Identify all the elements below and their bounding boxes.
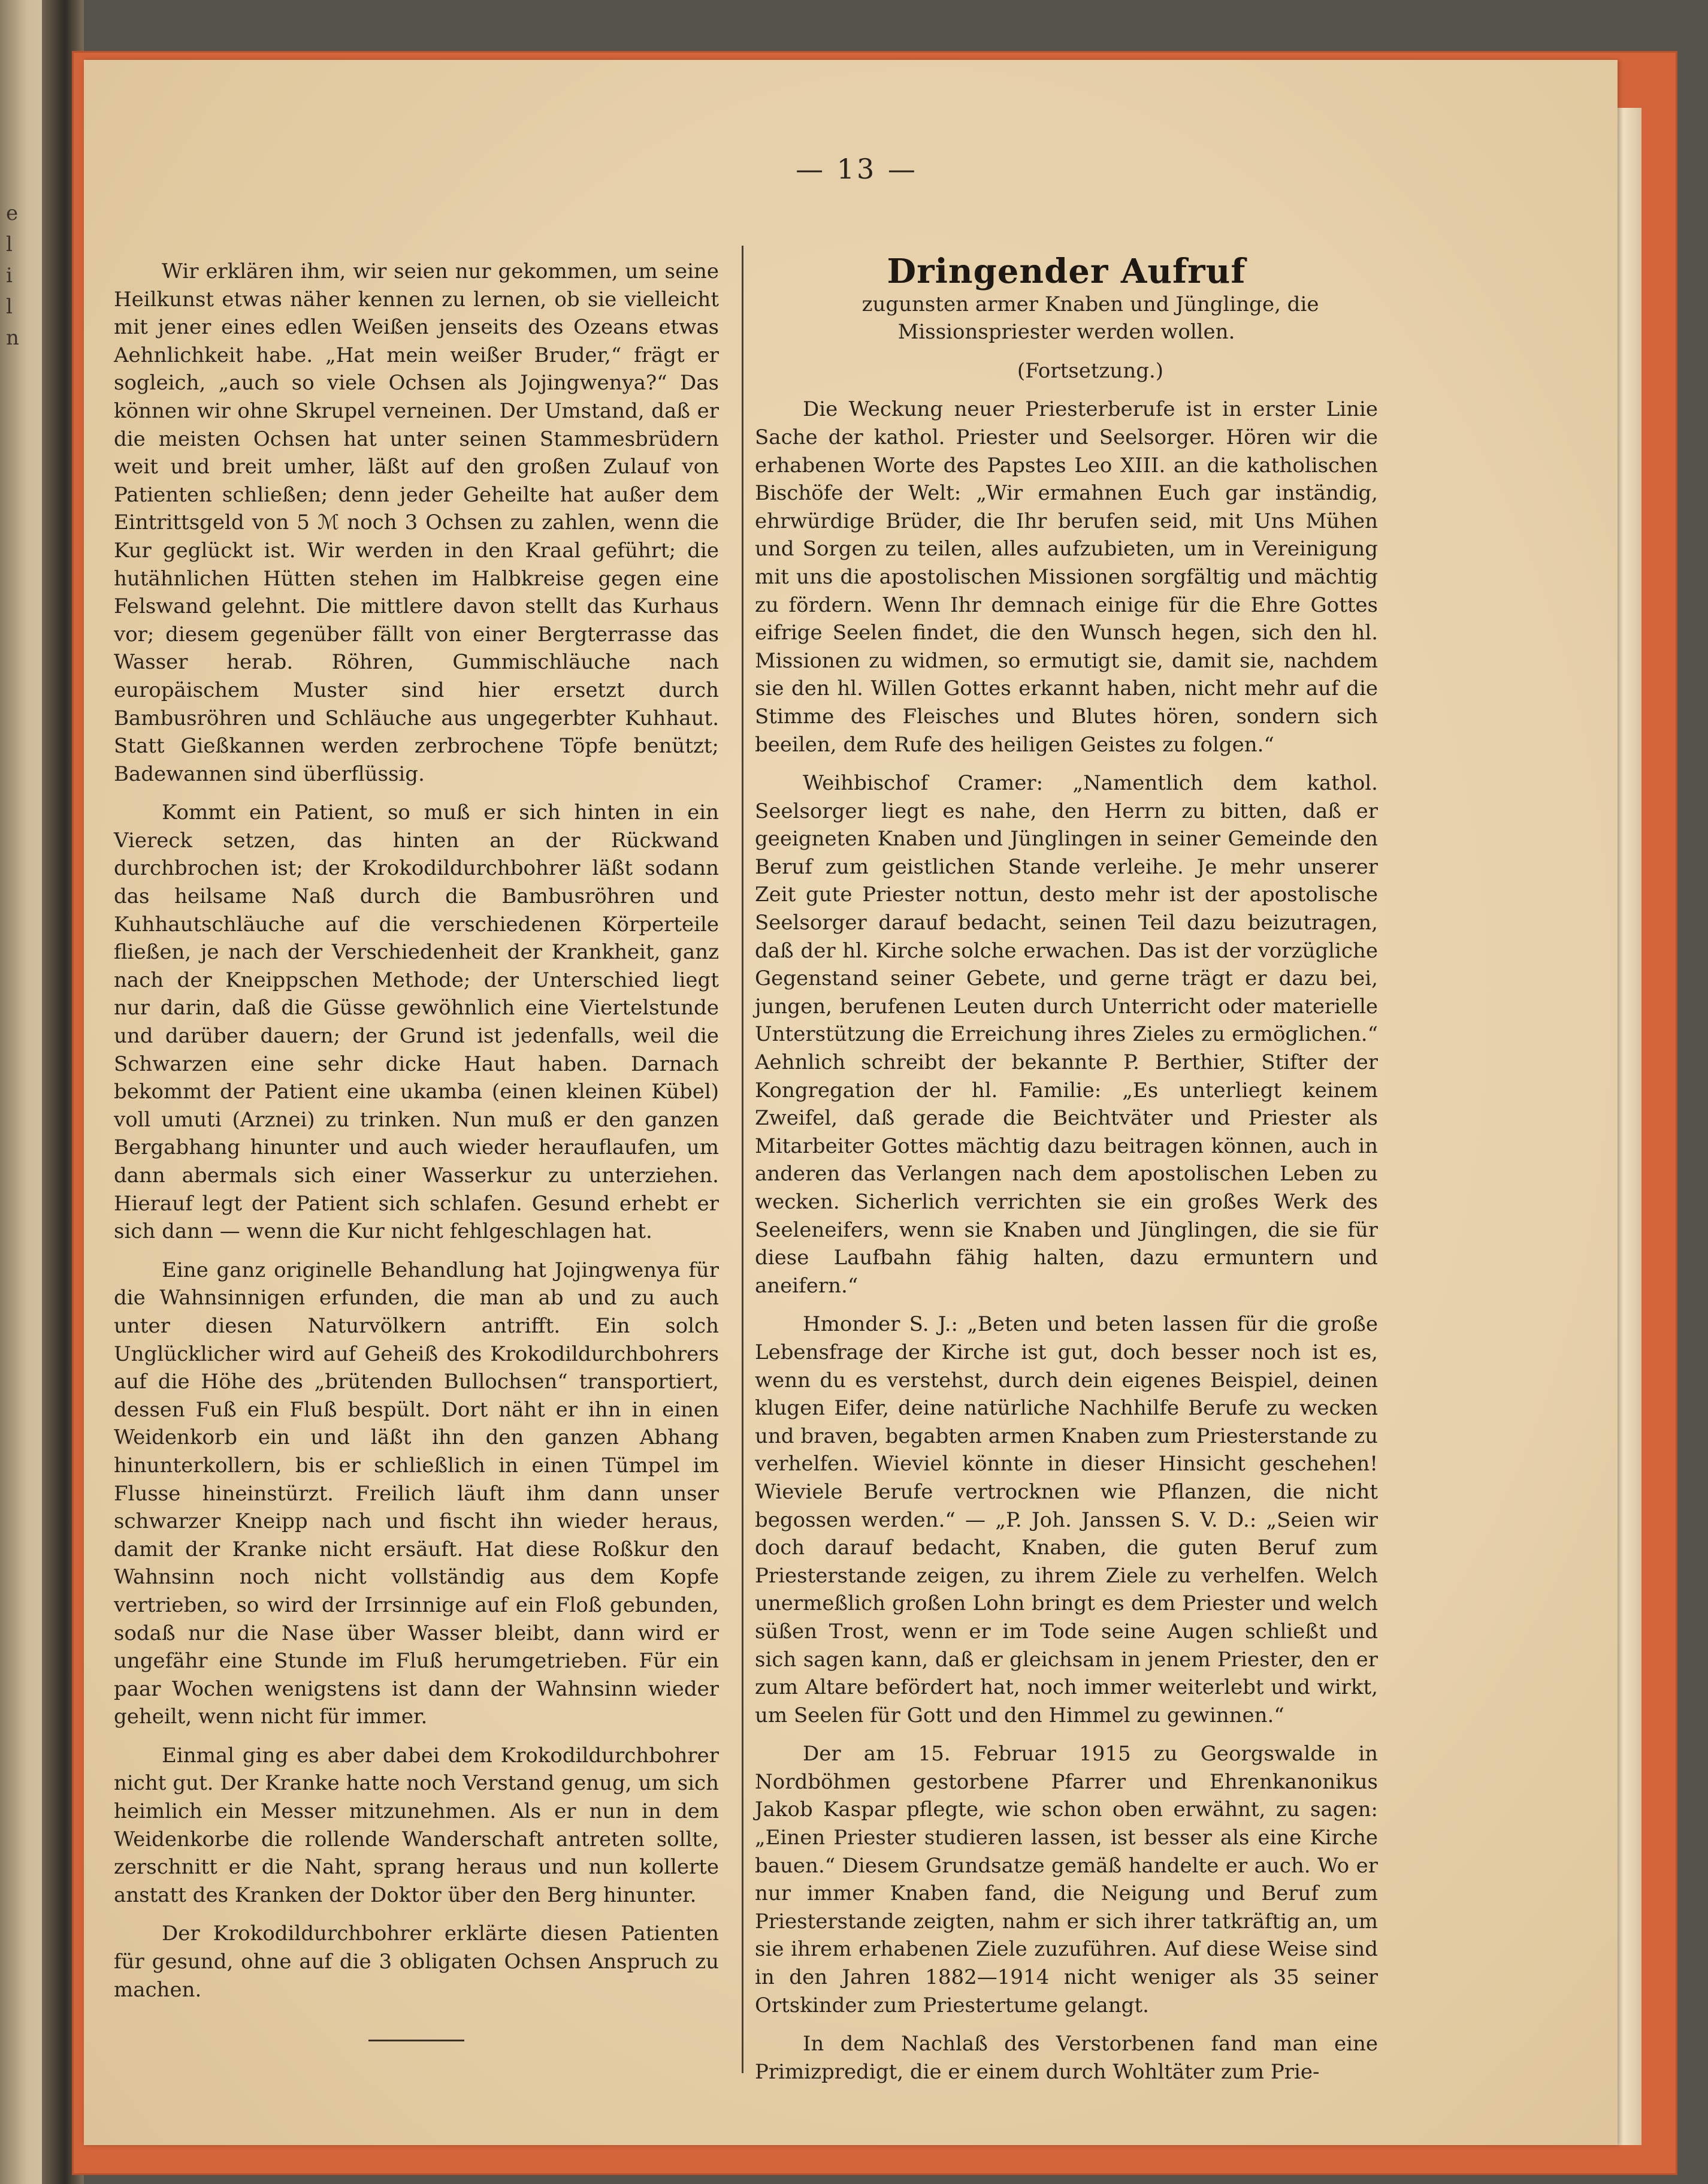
page-number: — 13 —	[796, 153, 918, 185]
continuation-note: (Fortsetzung.)	[1017, 358, 1164, 383]
paragraph: Weihbischof Cramer: „Namentlich dem kathol. Seelsorger liegt es nahe, den Herrn zu bitten, daß er geeigneten Knaben und Jünglingen in seiner Gemeinde den Beruf zum geistlichen Stande verleihe. Je mehr unserer Zeit gute Priester nottun, desto mehr ist der apostolische Seelsorger darauf bedacht, seinen Teil dazu beizutragen, daß der hl. Kirche solche erwachen. Das ist der vorzügliche Gegenstand seiner Gebete, und gerne trägt er dazu bei, jungen, berufenen Leuten durch Unterricht oder materielle Unterstützung die Erreichung ihres Zieles zu ermöglichen.“ Aehnlich schreibt der bekannte P. Berthier, Stifter der Kongregation der hl. Familie: „Es unterliegt keinem Zweifel, daß gerade die Beichtväter und Priester als Mitarbeiter Gottes mächtig dazu beitragen können, auch in anderen das Verlangen nach dem apostolischen Leben zu wecken. Sicherlich verrichten sie ein großes Werk des Seeleneifers, wenn sie Knaben und Jünglingen, die sie für diese Laufbahn fähig halten, dazu ermuntern und aneifern.“	[755, 771, 1378, 1298]
paragraph: Eine ganz originelle Behandlung hat Jojingwenya für die Wahnsinnigen erfunden, die man ab und zu auch unter diesen Naturvölkern antrifft. Ein solch Unglücklicher wird auf Geheiß des Krokodildurchbohrers auf die Höhe des „brütenden Bullochsen“ transportiert, dessen Fuß ein Fluß bespült. Dort näht er ihn in einen Weidenkorb ein und läßt ihn den ganzen Abhang hinunterkollern, bis er schließlich in einen Tümpel im Flusse hineinstürzt. Freilich läuft ihm dann unser schwarzer Kneipp nach und fischt ihn wieder heraus, damit der Kranke nicht ersäuft. Hat diese Roßkur den Wahnsinn noch nicht vollständig aus dem Kopfe vertrieben, so wird der Irrsinnige auf ein Floß gebunden, sodaß nur die Nase über Wasser bleibt, dann wird er ungefähr eine Stunde im Fluß herumgetrieben. Für ein paar Wochen wenigstens ist dann der Wahnsinn wieder geheilt, wenn nicht für immer.	[114, 1258, 719, 1729]
right-column	[755, 252, 1378, 2097]
paragraph: Die Weckung neuer Priesterberufe ist in erster Linie Sache der kathol. Priester und Seelsorger. Hören wir die erhabenen Worte des Papstes Leo XIII. an die katholischen Bischöfe der Welt: „Wir ermahnen Euch gar inständig, ehrwürdige Brüder, die Ihr berufen seid, mit Uns Mühen und Sorgen zu teilen, alles aufzubieten, um in Vereinigung mit uns die apostolischen Missionen sorgfältig und mächtig zu fördern. Wenn Ihr demnach einige für die Ehre Gottes eifrige Seelen findet, die den Wunsch hegen, sich den hl. Missionen zu widmen, so ermutigt sie, damit sie, nachdem sie den hl. Willen Gottes erkannt haben, nicht mehr auf die Stimme des Fleisches und Blutes hören, sondern sich beeilen, dem Rufe des heiligen Geistes zu folgen.“	[755, 397, 1378, 757]
previous-page-text-fragment: e l i l n	[6, 201, 19, 350]
book-page	[84, 60, 1618, 2145]
paragraph: Hmonder S. J.: „Beten und beten lassen für die große Lebensfrage der Kirche ist gut, doch besser noch ist es, wenn du es verstehst, durch dein eigenes Beispiel, deinen klugen Eifer, deine natürliche Nachhilfe Berufe zu wecken und braven, begabten armen Knaben zum Priesterstande zu verhelfen. Wieviel könnte in dieser Hinsicht geschehen! Wieviele Berufe vertrocknen wie Pflanzen, die nicht begossen werden.“ — „P. Joh. Janssen S. V. D.: „Seien wir doch darauf bedacht, Knaben, die guten Beruf zum Priesterstande zeigen, zu ihrem Ziele zu verhelfen. Welch unermeßlich großen Lohn bringt es dem Priester und welch süßen Trost, wenn er im Tode seine Augen schließt und sich sagen kann, daß er gleichsam in jenem Priester, den er zum Altare befördert hat, noch immer weiterlebt und wirkt, um Seelen für Gott und den Himmel zu gewinnen.“	[755, 1312, 1378, 1727]
paragraph: Wir erklären ihm, wir seien nur gekommen, um seine Heilkunst etwas näher kennen zu lernen, ob sie vielleicht mit jener eines edlen Weißen jenseits des Ozeans etwas Aehnlichkeit habe. „Hat mein weißer Bruder,“ frägt er sogleich, „auch so viele Ochsen als Jojingwenya?“ Das können wir ohne Skrupel verneinen. Der Umstand, daß er die meisten Ochsen hat unter seinen Stammesbrüdern weit und breit umher, läßt auf den großen Zulauf von Patienten schließen; denn jeder Geheilte hat außer dem Eintrittsgeld von 5 ℳ noch 3 Ochsen zu zahlen, wenn die Kur geglückt ist. Wir werden in den Kraal geführt; die hutähnlichen Hütten stehen im Halbkreise gegen eine Felswand gelehnt. Die mittlere davon stellt das Kurhaus vor; diesem gegenüber fällt von einer Bergterrasse das Wasser herab. Röhren, Gummischläuche nach europäischem Muster sind hier ersetzt durch Bambusröhren und Schläuche aus ungegerbter Kuhhaut. Statt Gießkannen werden zerbrochene Töpfe benützt; Badewannen sind überflüssig.	[114, 259, 719, 786]
paragraph: In dem Nachlaß des Verstorbenen fand man eine Primizpredigt, die er einem durch Wohltäter zum Prie-	[755, 2032, 1378, 2084]
paragraph: Kommt ein Patient, so muß er sich hinten in ein Viereck setzen, das hinten an der Rückwand durchbrochen ist; der Krokodildurchbohrer läßt sodann das heilsame Naß durch die Bambusröhren und Kuhhautschläuche auf die verschiedenen Körperteile fließen, je nach der Verschiedenheit der Krankheit, ganz nach der Kneippschen Methode; der Unterschied liegt nur darin, daß die Güsse gewöhnlich eine Viertelstunde und darüber dauern; der Grund ist jedenfalls, weil die Schwarzen eine sehr dicke Haut haben. Darnach bekommt der Patient eine ukamba (einen kleinen Kübel) voll umuti (Arznei) zu trinken. Nun muß er den ganzen Bergabhang hinunter und auch wieder herauflaufen, um dann abermals sich einer Wasserkur zu unterziehen. Hierauf legt der Patient sich schlafen. Gesund erhebt er sich dann — wenn die Kur nicht fehlgeschlagen hat.	[114, 801, 719, 1244]
left-column	[114, 258, 719, 2041]
article-heading: Dringender Aufruf	[887, 252, 1246, 291]
column-divider	[742, 246, 743, 2073]
section-end-rule	[368, 2040, 464, 2041]
paragraph: Der Krokodildurchbohrer erklärte diesen Patienten für gesund, ohne auf die 3 obligaten Ochsen Anspruch zu machen.	[114, 1922, 719, 2002]
paragraph: Der am 15. Februar 1915 zu Georgswalde in Nordböhmen gestorbene Pfarrer und Ehrenkanonikus Jakob Kaspar pflegte, wie schon oben erwähnt, zu sagen: „Einen Priester studieren lassen, ist besser als eine Kirche bauen.“ Diesem Grundsatze gemäß handelte er auch. Wo er nur immer Knaben fand, die Neigung und Beruf zum Priesterstande zeigten, nahm er sich ihrer tatkräftig an, um sie ihrem erhabenen Ziele zuzuführen. Auf diese Weise sind in den Jahren 1882—1914 nicht weniger als 35 seiner Ortskinder zum Priestertume gelangt.	[755, 1742, 1378, 2017]
article-subheading: zugunsten armer Knaben und Jünglinge, die Missionspriester werden wollen.	[861, 292, 1319, 345]
paragraph: Einmal ging es aber dabei dem Krokodildurchbohrer nicht gut. Der Kranke hatte noch Verstand genug, um sich heimlich ein Messer mitzunehmen. Als er nun in dem Weidenkorbe die rollende Wanderschaft antreten sollte, zerschnitt er die Naht, sprang heraus und nun kollerte anstatt des Kranken der Doktor über den Berg hinunter.	[114, 1743, 719, 1907]
